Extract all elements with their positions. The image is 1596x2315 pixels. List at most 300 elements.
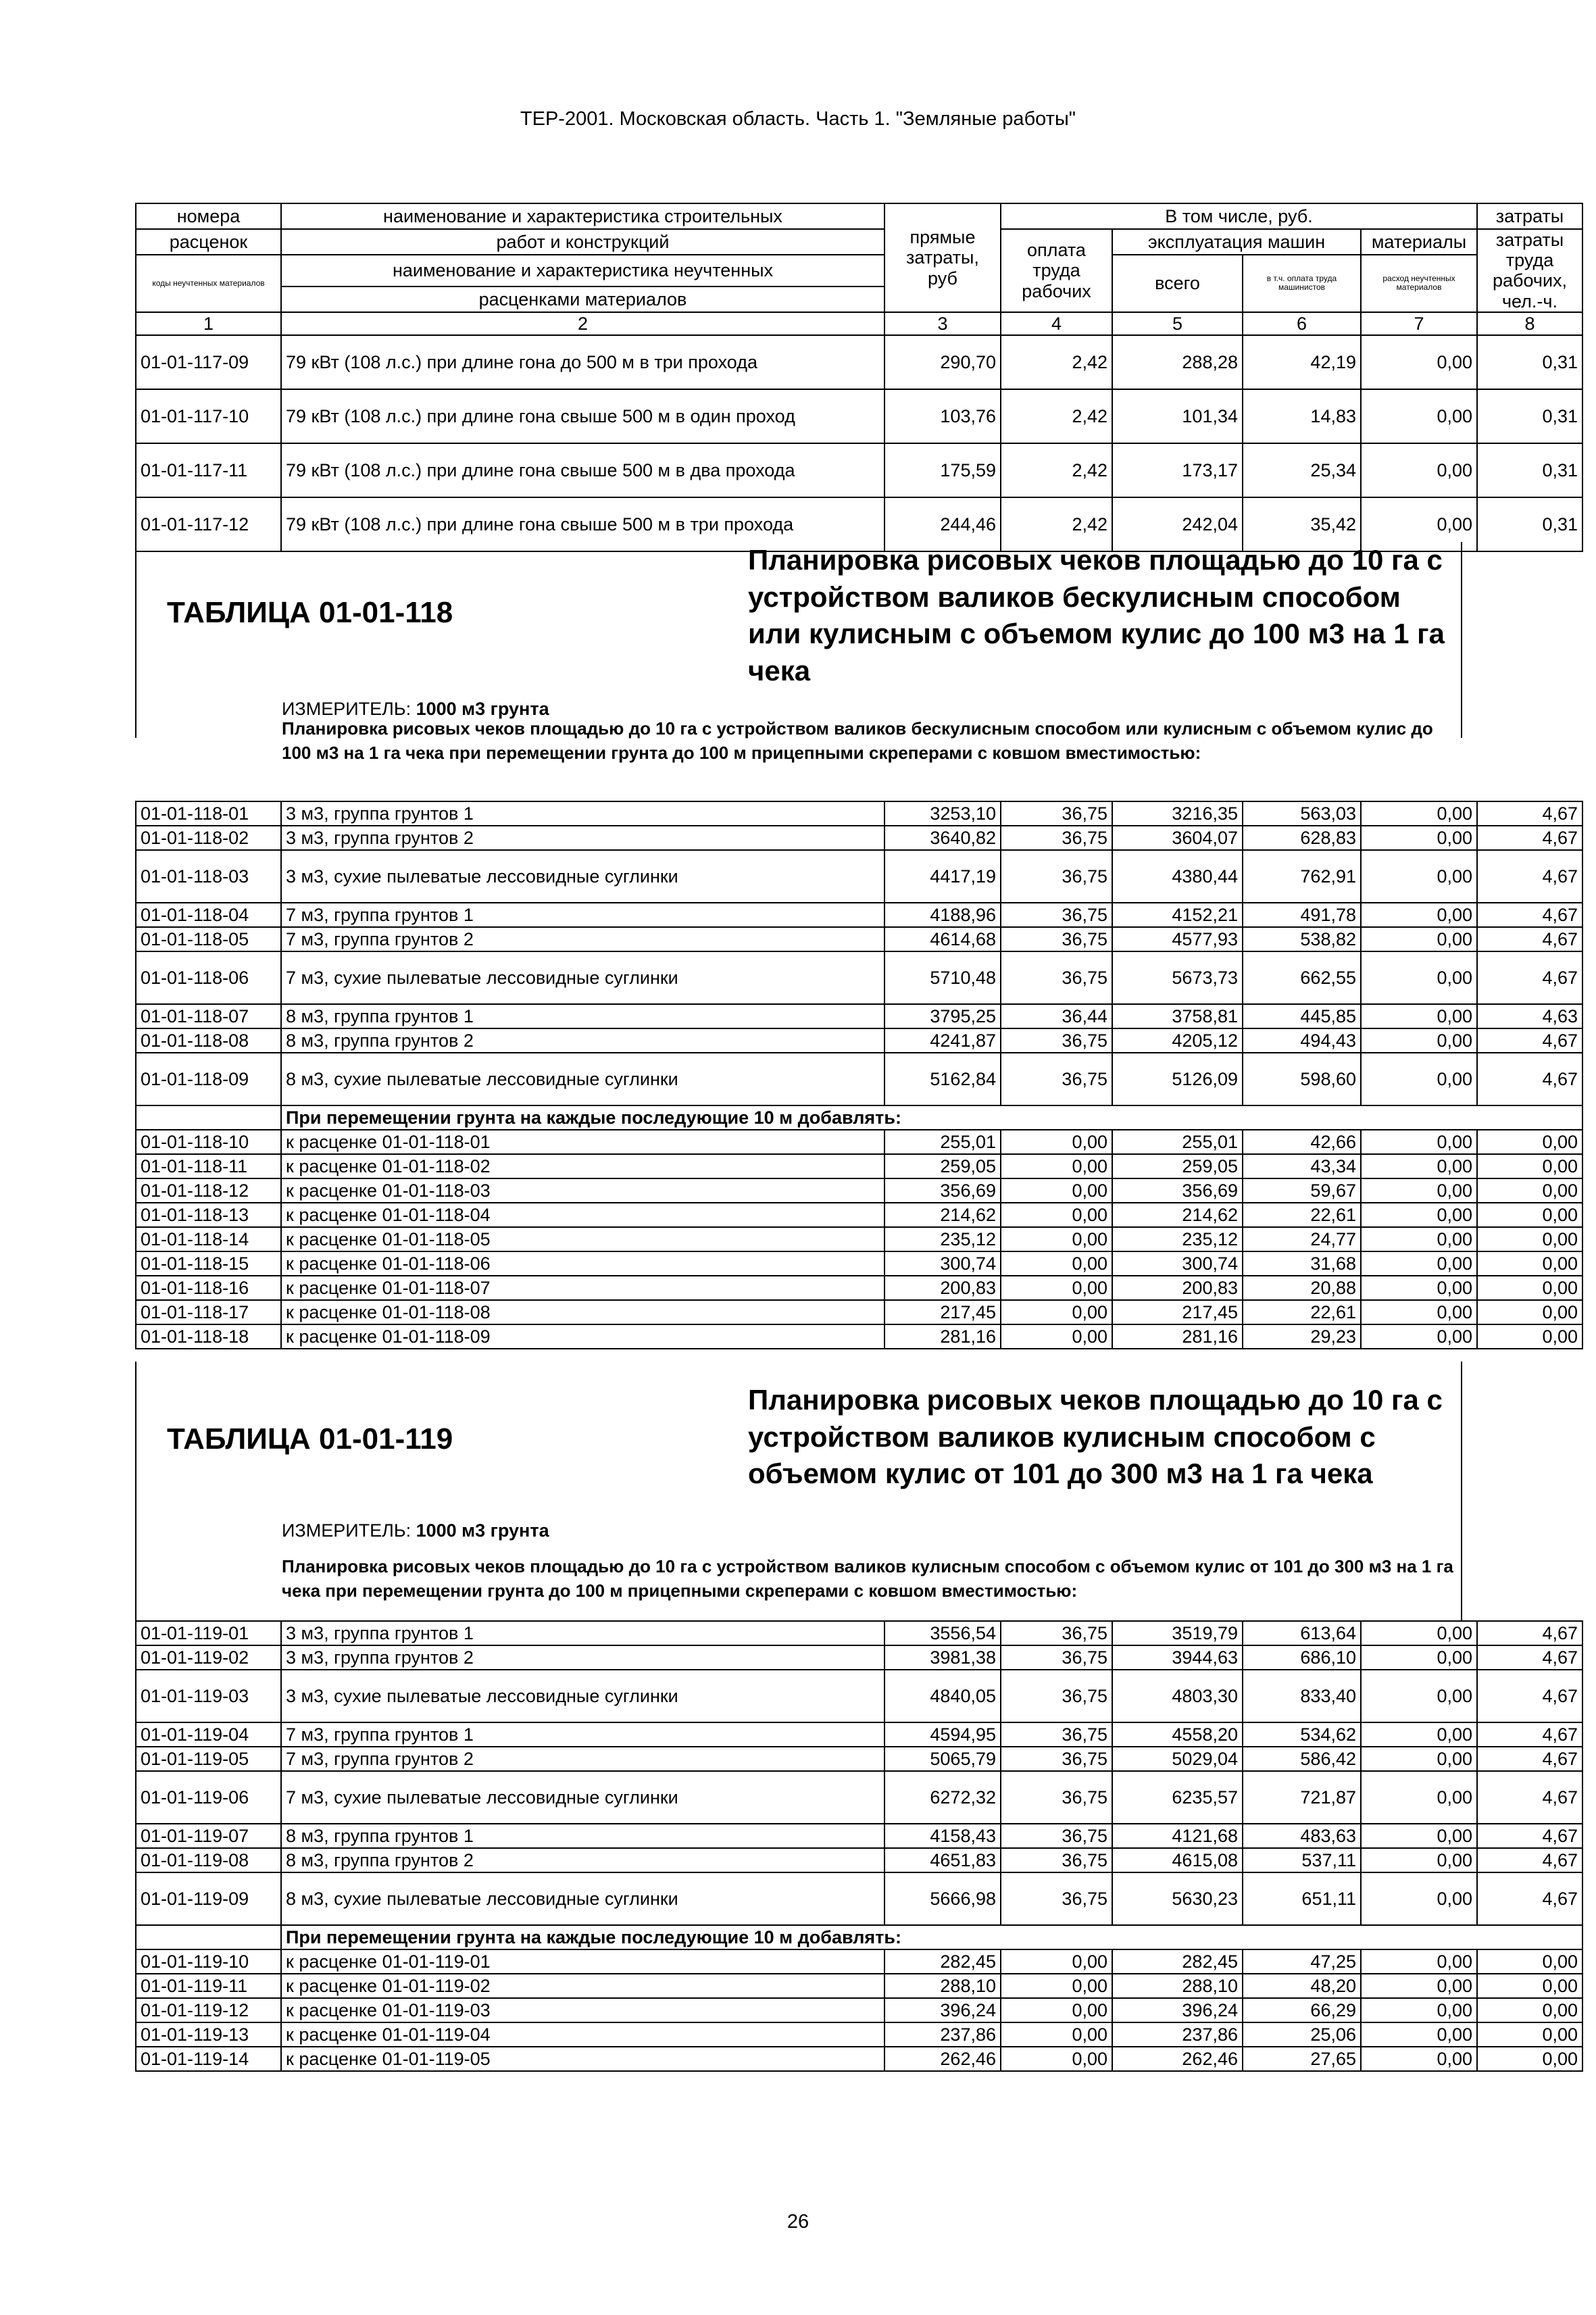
rate-value: 4,67 (1477, 801, 1582, 826)
rate-value: 3795,25 (884, 1004, 1001, 1028)
rate-value: 0,00 (1477, 1130, 1582, 1154)
rate-value: 288,10 (884, 1974, 1001, 1998)
table-row (136, 389, 1582, 443)
rate-value: 0,00 (1361, 951, 1477, 1004)
rate-code: 01-01-118-18 (136, 1324, 281, 1349)
table-row (136, 1300, 1582, 1324)
rate-value: 36,75 (1001, 1670, 1112, 1722)
table-row (136, 927, 1582, 951)
rate-value: 290,70 (884, 335, 1001, 389)
table-row (136, 1998, 1582, 2022)
rate-value: 4,67 (1477, 1670, 1582, 1722)
rate-value: 3758,81 (1112, 1004, 1243, 1028)
rate-name: 3 м3, группа грунтов 1 (281, 801, 884, 826)
table-row (136, 1004, 1582, 1028)
rate-value: 0,00 (1477, 1276, 1582, 1300)
table-row (136, 1053, 1582, 1105)
blank-cell (136, 1925, 281, 1949)
rate-value: 5126,09 (1112, 1053, 1243, 1105)
rate-value: 5673,73 (1112, 951, 1243, 1004)
rate-value: 0,00 (1361, 1028, 1477, 1053)
rate-value: 762,91 (1243, 850, 1361, 903)
rate-value: 48,20 (1243, 1974, 1361, 1998)
rate-value: 281,16 (1112, 1324, 1243, 1349)
rate-value: 4188,96 (884, 903, 1001, 927)
rate-value: 2,42 (1001, 389, 1112, 443)
page-number: 26 (787, 2211, 809, 2233)
rate-name: к расценке 01-01-118-07 (281, 1276, 884, 1300)
rate-value: 563,03 (1243, 801, 1361, 826)
add-note: При перемещении грунта на каждые последующие 10 м добавлять: (281, 1105, 1582, 1130)
rate-value: 0,00 (1001, 1130, 1112, 1154)
table-row (136, 1227, 1582, 1251)
rate-value: 262,46 (1112, 2047, 1243, 2071)
rate-name: 3 м3, сухие пылеватые лессовидные суглинки (281, 850, 884, 903)
column-number: 7 (1361, 312, 1477, 335)
rate-value: 255,01 (1112, 1130, 1243, 1154)
rate-code: 01-01-119-01 (136, 1621, 281, 1645)
rate-value: 0,00 (1361, 1300, 1477, 1324)
rate-value: 4205,12 (1112, 1028, 1243, 1053)
column-number: 4 (1001, 312, 1112, 335)
rate-code: 01-01-119-14 (136, 2047, 281, 2071)
rate-value: 66,29 (1243, 1998, 1361, 2022)
col-header-wages: оплата труда рабочих (1001, 229, 1112, 312)
col-header-material-codes: коды неучтенных материалов (136, 255, 281, 312)
rate-value: 235,12 (884, 1227, 1001, 1251)
rate-code: 01-01-118-05 (136, 927, 281, 951)
rate-code: 01-01-118-14 (136, 1227, 281, 1251)
rate-value: 5162,84 (884, 1053, 1001, 1105)
rate-value: 0,00 (1001, 1178, 1112, 1203)
rate-value: 4803,30 (1112, 1670, 1243, 1722)
rate-value: 4,67 (1477, 1824, 1582, 1848)
rate-value: 491,78 (1243, 903, 1361, 927)
rate-value: 4594,95 (884, 1722, 1001, 1747)
rate-value: 101,34 (1112, 389, 1243, 443)
rate-name: к расценке 01-01-118-06 (281, 1251, 884, 1276)
rate-value: 59,67 (1243, 1178, 1361, 1203)
rate-code: 01-01-118-01 (136, 801, 281, 826)
rate-value: 356,69 (884, 1178, 1001, 1203)
table-row (136, 1974, 1582, 1998)
table-row (136, 1872, 1582, 1925)
rate-value: 242,04 (1112, 497, 1243, 551)
rate-name: 3 м3, группа грунтов 2 (281, 826, 884, 850)
rate-value: 2,42 (1001, 443, 1112, 497)
rate-value: 22,61 (1243, 1203, 1361, 1227)
col-header-unaccounted-b: расценками материалов (281, 287, 884, 312)
rate-name: к расценке 01-01-119-05 (281, 2047, 884, 2071)
rate-value: 628,83 (1243, 826, 1361, 850)
add-note: При перемещении грунта на каждые последующие 10 м добавлять: (281, 1925, 1582, 1949)
table-119 (135, 1620, 1583, 2072)
rate-value: 0,00 (1001, 1203, 1112, 1227)
rate-value: 103,76 (884, 389, 1001, 443)
rate-code: 01-01-118-03 (136, 850, 281, 903)
rate-value: 31,68 (1243, 1251, 1361, 1276)
table-row (136, 1251, 1582, 1276)
rate-value: 662,55 (1243, 951, 1361, 1004)
rate-value: 2,42 (1001, 497, 1112, 551)
rate-value: 0,00 (1361, 335, 1477, 389)
rate-value: 4121,68 (1112, 1824, 1243, 1848)
rate-value: 0,00 (1477, 2047, 1582, 2071)
rate-value: 4,67 (1477, 850, 1582, 903)
rate-name: 3 м3, группа грунтов 1 (281, 1621, 884, 1645)
rate-value: 0,00 (1477, 1998, 1582, 2022)
rate-value: 0,00 (1361, 443, 1477, 497)
rate-value: 0,00 (1001, 1300, 1112, 1324)
rate-name: 8 м3, сухие пылеватые лессовидные суглинки (281, 1872, 884, 1925)
rate-value: 36,75 (1001, 1824, 1112, 1848)
rate-name: 79 кВт (108 л.с.) при длине гона свыше 500 м в два прохода (281, 443, 884, 497)
rate-value: 598,60 (1243, 1053, 1361, 1105)
rate-value: 6235,57 (1112, 1771, 1243, 1824)
table-row (136, 1848, 1582, 1872)
rate-value: 35,42 (1243, 497, 1361, 551)
rate-value: 217,45 (884, 1300, 1001, 1324)
table-row (136, 1824, 1582, 1848)
rate-value: 4,67 (1477, 1645, 1582, 1670)
rate-value: 4,67 (1477, 1848, 1582, 1872)
rate-code: 01-01-118-15 (136, 1251, 281, 1276)
table-118-meter: ИЗМЕРИТЕЛЬ: 1000 м3 грунта (282, 699, 549, 719)
rate-value: 0,31 (1477, 335, 1582, 389)
rate-value: 0,00 (1477, 1324, 1582, 1349)
rate-code: 01-01-118-07 (136, 1004, 281, 1028)
rate-value: 0,00 (1001, 1276, 1112, 1300)
rate-value: 4558,20 (1112, 1722, 1243, 1747)
rate-name: к расценке 01-01-119-04 (281, 2022, 884, 2047)
rate-value: 259,05 (884, 1154, 1001, 1178)
rate-code: 01-01-119-12 (136, 1998, 281, 2022)
rate-value: 27,65 (1243, 2047, 1361, 2071)
table-row (136, 1028, 1582, 1053)
rate-code: 01-01-118-06 (136, 951, 281, 1004)
table-row (136, 850, 1582, 903)
rate-name: 79 кВт (108 л.с.) при длине гона до 500 м в три прохода (281, 335, 884, 389)
rate-value: 36,75 (1001, 1848, 1112, 1872)
rate-value: 721,87 (1243, 1771, 1361, 1824)
rate-value: 5666,98 (884, 1872, 1001, 1925)
rate-name: 8 м3, группа грунтов 1 (281, 1004, 884, 1028)
rate-value: 538,82 (1243, 927, 1361, 951)
rate-value: 4651,83 (884, 1848, 1001, 1872)
rate-value: 282,45 (1112, 1949, 1243, 1974)
rate-value: 300,74 (884, 1251, 1001, 1276)
table-row (136, 1154, 1582, 1178)
rate-code: 01-01-117-12 (136, 497, 281, 551)
rate-name: к расценке 01-01-119-02 (281, 1974, 884, 1998)
column-number: 3 (884, 312, 1001, 335)
rate-value: 4380,44 (1112, 850, 1243, 903)
rate-value: 0,00 (1361, 2022, 1477, 2047)
rate-value: 0,00 (1361, 927, 1477, 951)
rate-value: 5065,79 (884, 1747, 1001, 1771)
rate-value: 0,00 (1361, 1998, 1477, 2022)
rate-value: 0,00 (1361, 1178, 1477, 1203)
rate-name: к расценке 01-01-118-01 (281, 1130, 884, 1154)
col-header-total: всего (1112, 255, 1243, 312)
table-row (136, 1747, 1582, 1771)
table-118-intro: Планировка рисовых чеков площадью до 10 га с устройством валиков бескулисным способом или кулисным с объемом кулис до 100 м3 на 1 га чека при перемещении грунта до 100 м прицепными скреперами с ковшом вместимостью: (282, 718, 1433, 764)
rate-value: 0,00 (1361, 1130, 1477, 1154)
rate-value: 0,00 (1361, 1621, 1477, 1645)
rate-value: 4,67 (1477, 1028, 1582, 1053)
rate-value: 200,83 (1112, 1276, 1243, 1300)
rate-value: 0,00 (1361, 1848, 1477, 1872)
rate-value: 396,24 (884, 1998, 1001, 2022)
add-note-row (136, 1105, 1582, 1130)
rate-value: 356,69 (1112, 1178, 1243, 1203)
rate-value: 36,75 (1001, 826, 1112, 850)
rate-value: 214,62 (1112, 1203, 1243, 1227)
rate-value: 494,43 (1243, 1028, 1361, 1053)
rate-name: 7 м3, сухие пылеватые лессовидные суглинки (281, 1771, 884, 1824)
rate-value: 586,42 (1243, 1747, 1361, 1771)
rate-value: 537,11 (1243, 1848, 1361, 1872)
rate-value: 0,00 (1361, 1227, 1477, 1251)
blank-cell (136, 1105, 281, 1130)
rate-value: 0,00 (1361, 1872, 1477, 1925)
col-header-labor: затраты труда рабочих, чел.-ч. (1477, 229, 1582, 312)
rate-value: 2,42 (1001, 335, 1112, 389)
rate-value: 36,75 (1001, 951, 1112, 1004)
rate-value: 0,00 (1361, 1670, 1477, 1722)
rate-code: 01-01-118-02 (136, 826, 281, 850)
column-number: 1 (136, 312, 281, 335)
rate-name: 7 м3, группа грунтов 2 (281, 1747, 884, 1771)
rate-value: 686,10 (1243, 1645, 1361, 1670)
rate-code: 01-01-117-09 (136, 335, 281, 389)
rate-value: 237,86 (884, 2022, 1001, 2047)
rate-value: 5630,23 (1112, 1872, 1243, 1925)
rate-value: 14,83 (1243, 389, 1361, 443)
rate-value: 0,00 (1361, 1324, 1477, 1349)
rate-value: 300,74 (1112, 1251, 1243, 1276)
rate-value: 42,66 (1243, 1130, 1361, 1154)
table-118-description: Планировка рисовых чеков площадью до 10 га с устройством валиков бескулисным способом или кулисным с объемом кулис до 100 м3 на 1 га чека (748, 544, 1445, 687)
rate-value: 0,00 (1001, 1949, 1112, 1974)
rate-code: 01-01-118-13 (136, 1203, 281, 1227)
rate-value: 4,67 (1477, 826, 1582, 850)
rate-value: 0,00 (1361, 497, 1477, 551)
rate-value: 0,00 (1361, 1771, 1477, 1824)
rate-value: 20,88 (1243, 1276, 1361, 1300)
rate-value: 36,75 (1001, 927, 1112, 951)
add-note-row (136, 1925, 1582, 1949)
rate-value: 0,00 (1001, 2022, 1112, 2047)
rate-value: 25,06 (1243, 2022, 1361, 2047)
rate-value: 3640,82 (884, 826, 1001, 850)
col-header-unaccounted: наименование и характеристика неучтенных (281, 255, 884, 287)
column-number: 8 (1477, 312, 1582, 335)
col-header-materials: материалы (1361, 229, 1477, 255)
rate-value: 237,86 (1112, 2022, 1243, 2047)
rate-value: 288,28 (1112, 335, 1243, 389)
rate-value: 4840,05 (884, 1670, 1001, 1722)
rate-value: 4417,19 (884, 850, 1001, 903)
rate-value: 36,75 (1001, 1747, 1112, 1771)
col-header-material-use: расход неучтенных материалов (1361, 255, 1477, 312)
rate-value: 0,00 (1361, 1949, 1477, 1974)
col-header-labor-a: затраты (1477, 203, 1582, 229)
rate-value: 36,75 (1001, 1621, 1112, 1645)
table-row (136, 2022, 1582, 2047)
table-row (136, 1203, 1582, 1227)
rate-value: 0,31 (1477, 443, 1582, 497)
rate-value: 288,10 (1112, 1974, 1243, 1998)
table-118-section (135, 542, 1462, 764)
rate-value: 0,00 (1361, 1251, 1477, 1276)
rate-value: 36,75 (1001, 801, 1112, 826)
rate-value: 36,75 (1001, 1053, 1112, 1105)
rate-value: 0,00 (1361, 1053, 1477, 1105)
table-row (136, 951, 1582, 1004)
rate-value: 0,00 (1477, 1154, 1582, 1178)
table-row (136, 1949, 1582, 1974)
rate-value: 0,31 (1477, 497, 1582, 551)
rate-code: 01-01-119-10 (136, 1949, 281, 1974)
header-table (135, 203, 1583, 552)
table-119-section (135, 1362, 1462, 1622)
rate-value: 175,59 (884, 443, 1001, 497)
table-row (136, 1178, 1582, 1203)
table-119-meter: ИЗМЕРИТЕЛЬ: 1000 м3 грунта (282, 1520, 549, 1541)
rate-value: 0,00 (1477, 1300, 1582, 1324)
rate-value: 0,00 (1477, 1227, 1582, 1251)
rate-value: 0,00 (1361, 1645, 1477, 1670)
rate-value: 0,00 (1477, 2022, 1582, 2047)
rate-value: 25,34 (1243, 443, 1361, 497)
rate-name: 8 м3, группа грунтов 1 (281, 1824, 884, 1848)
rate-value: 0,00 (1001, 1974, 1112, 1998)
rate-name: к расценке 01-01-118-05 (281, 1227, 884, 1251)
rate-value: 0,00 (1361, 850, 1477, 903)
rate-code: 01-01-118-10 (136, 1130, 281, 1154)
col-header-number: номера (136, 203, 281, 229)
rate-value: 47,25 (1243, 1949, 1361, 1974)
rate-name: 79 кВт (108 л.с.) при длине гона свыше 500 м в один проход (281, 389, 884, 443)
col-header-machines: эксплуатация машин (1112, 229, 1361, 255)
rate-value: 4,67 (1477, 1747, 1582, 1771)
rate-name: 7 м3, сухие пылеватые лессовидные суглинки (281, 951, 884, 1004)
table-row (136, 1130, 1582, 1154)
rate-value: 0,00 (1361, 1824, 1477, 1848)
rate-value: 214,62 (884, 1203, 1001, 1227)
table-118-title: ТАБЛИЦА 01-01-118 (167, 596, 453, 629)
rate-code: 01-01-119-13 (136, 2022, 281, 2047)
rate-value: 3604,07 (1112, 826, 1243, 850)
rate-value: 0,00 (1477, 1974, 1582, 1998)
rate-value: 0,00 (1477, 1178, 1582, 1203)
rate-value: 4614,68 (884, 927, 1001, 951)
rate-code: 01-01-117-10 (136, 389, 281, 443)
rate-value: 4,63 (1477, 1004, 1582, 1028)
rate-value: 0,00 (1477, 1949, 1582, 1974)
rate-value: 3944,63 (1112, 1645, 1243, 1670)
rate-value: 36,75 (1001, 850, 1112, 903)
rate-value: 0,00 (1361, 1974, 1477, 1998)
rate-value: 42,19 (1243, 335, 1361, 389)
rate-name: 7 м3, группа грунтов 1 (281, 1722, 884, 1747)
rate-code: 01-01-119-02 (136, 1645, 281, 1670)
table-119-intro: Планировка рисовых чеков площадью до 10 га с устройством валиков кулисным способом с объемом кулис от 101 до 300 м3 на 1 га чека при перемещении грунта до 100 м прицепными скреперами с ковшом вместимостью: (282, 1556, 1453, 1601)
rate-value: 534,62 (1243, 1722, 1361, 1747)
rate-value: 0,00 (1361, 1276, 1477, 1300)
rate-value: 0,00 (1477, 1203, 1582, 1227)
rate-value: 483,63 (1243, 1824, 1361, 1848)
rate-value: 4,67 (1477, 1872, 1582, 1925)
rate-value: 282,45 (884, 1949, 1001, 1974)
rate-name: к расценке 01-01-119-01 (281, 1949, 884, 1974)
rate-name: к расценке 01-01-118-02 (281, 1154, 884, 1178)
table-row (136, 1621, 1582, 1645)
rate-value: 36,75 (1001, 903, 1112, 927)
rate-value: 5029,04 (1112, 1747, 1243, 1771)
rate-value: 3981,38 (884, 1645, 1001, 1670)
rate-code: 01-01-118-08 (136, 1028, 281, 1053)
rate-name: к расценке 01-01-118-09 (281, 1324, 884, 1349)
rate-name: к расценке 01-01-118-08 (281, 1300, 884, 1324)
rate-value: 0,00 (1001, 1251, 1112, 1276)
rate-value: 36,75 (1001, 1771, 1112, 1824)
table-row (136, 2047, 1582, 2071)
rate-name: к расценке 01-01-118-04 (281, 1203, 884, 1227)
rate-code: 01-01-119-08 (136, 1848, 281, 1872)
rate-value: 43,34 (1243, 1154, 1361, 1178)
rate-value: 0,00 (1361, 1154, 1477, 1178)
rate-value: 4,67 (1477, 951, 1582, 1004)
rate-value: 0,00 (1361, 1004, 1477, 1028)
rate-value: 0,00 (1361, 903, 1477, 927)
column-number: 6 (1243, 312, 1361, 335)
rate-code: 01-01-119-03 (136, 1670, 281, 1722)
rate-value: 3216,35 (1112, 801, 1243, 826)
rate-value: 396,24 (1112, 1998, 1243, 2022)
rate-code: 01-01-119-04 (136, 1722, 281, 1747)
rate-value: 36,75 (1001, 1028, 1112, 1053)
rate-value: 281,16 (884, 1324, 1001, 1349)
rate-value: 0,00 (1001, 1324, 1112, 1349)
rate-name: 8 м3, сухие пылеватые лессовидные суглинки (281, 1053, 884, 1105)
rate-code: 01-01-119-07 (136, 1824, 281, 1848)
rate-code: 01-01-118-04 (136, 903, 281, 927)
table-119-title: ТАБЛИЦА 01-01-119 (167, 1422, 453, 1455)
table-row (136, 1722, 1582, 1747)
rate-value: 36,75 (1001, 1722, 1112, 1747)
rate-value: 445,85 (1243, 1004, 1361, 1028)
rate-value: 0,00 (1361, 801, 1477, 826)
rate-code: 01-01-118-12 (136, 1178, 281, 1203)
rate-value: 4,67 (1477, 1771, 1582, 1824)
rate-value: 4,67 (1477, 903, 1582, 927)
rate-value: 4,67 (1477, 1722, 1582, 1747)
rate-value: 4615,08 (1112, 1848, 1243, 1872)
rate-value: 0,31 (1477, 389, 1582, 443)
rate-value: 4,67 (1477, 1053, 1582, 1105)
table-row (136, 1276, 1582, 1300)
rate-value: 4577,93 (1112, 927, 1243, 951)
rate-name: 7 м3, группа грунтов 1 (281, 903, 884, 927)
col-header-name: наименование и характеристика строительных (281, 203, 884, 229)
page-header: ТЕР-2001. Московская область. Часть 1. "Земляные работы" (520, 108, 1076, 130)
rate-code: 01-01-119-11 (136, 1974, 281, 1998)
rate-code: 01-01-118-11 (136, 1154, 281, 1178)
table-row (136, 801, 1582, 826)
rate-code: 01-01-118-09 (136, 1053, 281, 1105)
